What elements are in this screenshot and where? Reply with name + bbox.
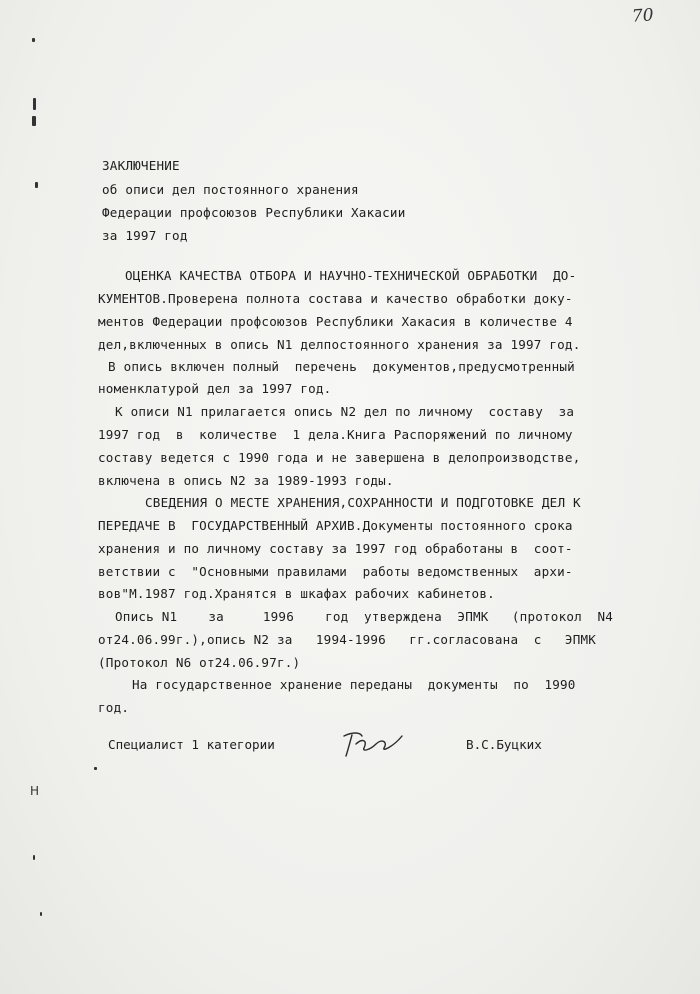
body-line: дел,включенных в опись N1 делпостоянного хранения за 1997 год. [98,337,581,352]
body-line: КУМЕНТОВ.Проверена полнота состава и качество обработки доку- [98,291,573,306]
binding-mark [40,912,42,916]
body-line: год. [98,700,130,715]
body-line: ментов Федерации профсоюзов Республики Хакасия в количестве 4 [98,314,573,329]
body-line: вов"М.1987 год.Хранятся в шкафах рабочих кабинетов. [98,586,495,601]
body-line: включена в опись N2 за 1989-1993 годы. [98,473,394,488]
body-line: ветствии с "Основными правилами работы ведомственных архи- [98,564,573,579]
signatory-name: В.С.Буцких [466,737,542,752]
page-number: 70 [631,5,655,27]
binding-mark [33,98,36,110]
binding-mark [35,182,38,188]
doc-subtitle-line-2: Федерации профсоюзов Республики Хакасии [102,205,406,220]
binding-mark [32,38,35,42]
body-line: составу ведется с 1990 года и не завершена в делопроизводстве, [98,450,581,465]
doc-subtitle-line-1: об описи дел постоянного хранения [102,182,359,197]
signatory-role: Специалист 1 категории [108,737,275,752]
body-line: 1997 год в количестве 1 дела.Книга Распоряжений по личному [98,427,573,442]
body-line: СВЕДЕНИЯ О МЕСТЕ ХРАНЕНИЯ,СОХРАННОСТИ И ПОДГОТОВКЕ ДЕЛ К [145,495,581,510]
body-line: К описи N1 прилагается опись N2 дел по личному составу за [115,404,575,419]
body-line: ПЕРЕДАЧЕ В ГОСУДАРСТВЕННЫЙ АРХИВ.Документы постоянного срока [98,518,573,533]
binding-mark [94,767,97,770]
body-line: хранения и по личному составу за 1997 год обработаны в соот- [98,541,573,556]
doc-subtitle-line-3: за 1997 год [102,228,188,243]
body-line: номенклатурой дел за 1997 год. [98,381,332,396]
binding-mark [32,116,36,126]
binding-mark [33,855,35,860]
body-line: ОЦЕНКА КАЧЕСТВА ОТБОРА И НАУЧНО-ТЕХНИЧЕСКОЙ ОБРАБОТКИ ДО- [125,268,577,283]
body-line: В опись включен полный перечень документов,предусмотренный [108,359,575,374]
handwritten-signature [338,726,408,760]
body-line: (Протокол N6 от24.06.97г.) [98,655,301,670]
body-line: от24.06.99г.),опись N2 за 1994-1996 гг.согласована с ЭПМК [98,632,597,647]
body-line: Опись N1 за 1996 год утверждена ЭПМК (протокол N4 [115,609,614,624]
margin-glyph: Н [30,784,40,798]
body-line: На государственное хранение переданы документы по 1990 [132,677,576,692]
doc-title: ЗАКЛЮЧЕНИЕ [102,158,180,173]
